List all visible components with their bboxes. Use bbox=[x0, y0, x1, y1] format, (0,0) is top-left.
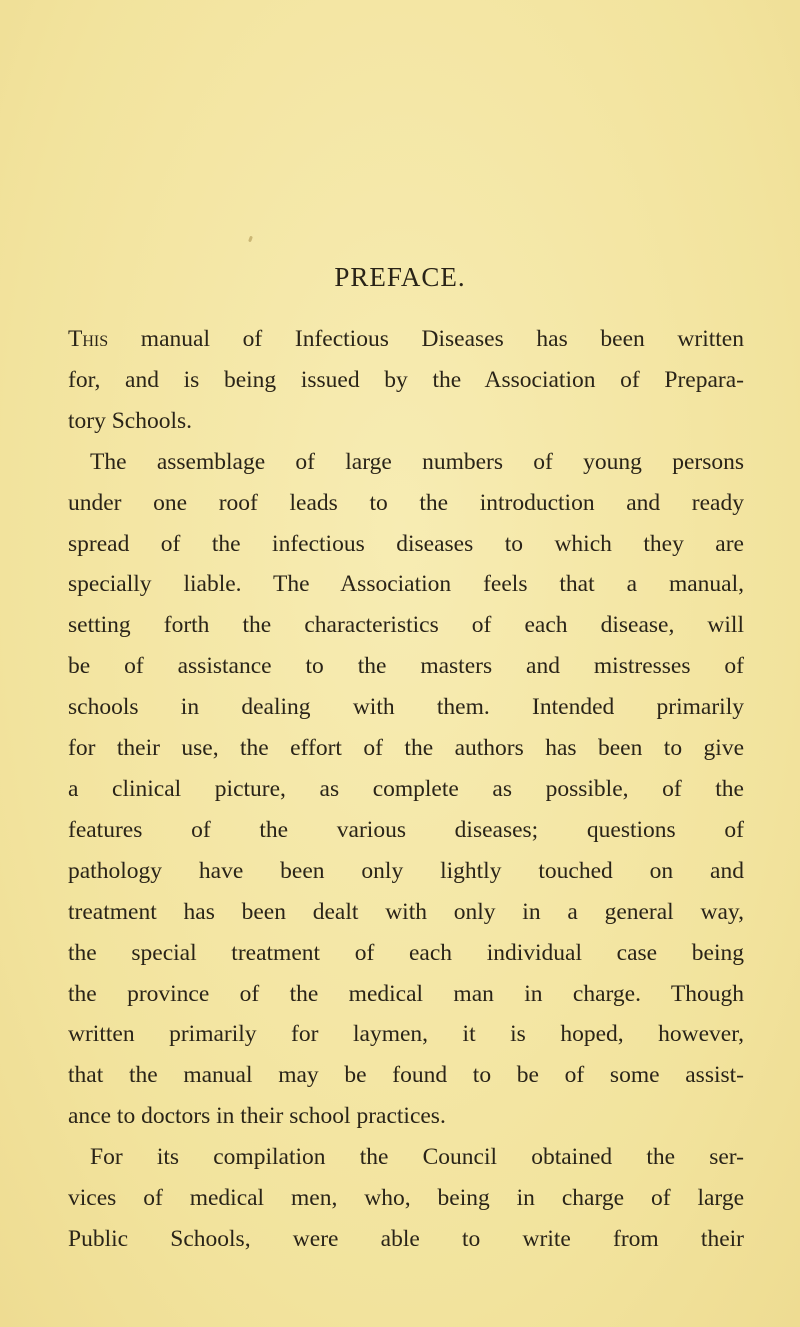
preface-text bbox=[68, 319, 744, 1260]
text-line-1 bbox=[68, 319, 744, 360]
page-title: PREFACE. bbox=[334, 262, 466, 292]
text-line-13: features of the various diseases; questions of bbox=[68, 816, 744, 843]
text-line-21: For its compilation the Council obtained the ser- bbox=[90, 1144, 744, 1171]
text-line-4: The assemblage of large numbers of young persons bbox=[90, 448, 744, 475]
text-line-7: specially liable. The Association feels that a manual, bbox=[68, 571, 744, 598]
text-line-18: written primarily for laymen, it is hoped, however, bbox=[68, 1021, 744, 1048]
text-line-17: the province of the medical man in charge. Though bbox=[68, 980, 744, 1007]
text-line-23: Public Schools, were able to write from their bbox=[68, 1225, 744, 1252]
text-line-14: pathology have been only lightly touched on and bbox=[68, 857, 744, 884]
paper-speck bbox=[248, 236, 253, 243]
text-line-19: that the manual may be found to be of some assist- bbox=[68, 1062, 744, 1089]
text-line-6: spread of the infectious diseases to which they are bbox=[68, 530, 744, 557]
drop-word: This bbox=[68, 326, 109, 352]
text-line-5: under one roof leads to the introduction and ready bbox=[68, 489, 744, 516]
text-line-16: the special treatment of each individual case being bbox=[68, 939, 744, 966]
text-line-20: ance to doctors in their school practices. bbox=[68, 1103, 446, 1130]
text-line-12: a clinical picture, as complete as possible, of the bbox=[68, 775, 744, 802]
text-line-8: setting forth the characteristics of each disease, will bbox=[68, 612, 744, 639]
text-line-3: tory Schools. bbox=[68, 407, 193, 434]
text-line-10: schools in dealing with them. Intended primarily bbox=[68, 694, 744, 721]
text-line-15: treatment has been dealt with only in a general way, bbox=[68, 898, 744, 925]
text-line-22: vices of medical men, who, being in charge of large bbox=[68, 1185, 744, 1212]
text-line-9: be of assistance to the masters and mistresses of bbox=[68, 653, 744, 680]
text-line-11: for their use, the effort of the authors has been to give bbox=[68, 735, 744, 762]
line-text: manual of Infectious Diseases has been written bbox=[108, 326, 744, 352]
text-line-2: for, and is being issued by the Association of Prepara- bbox=[68, 366, 744, 393]
